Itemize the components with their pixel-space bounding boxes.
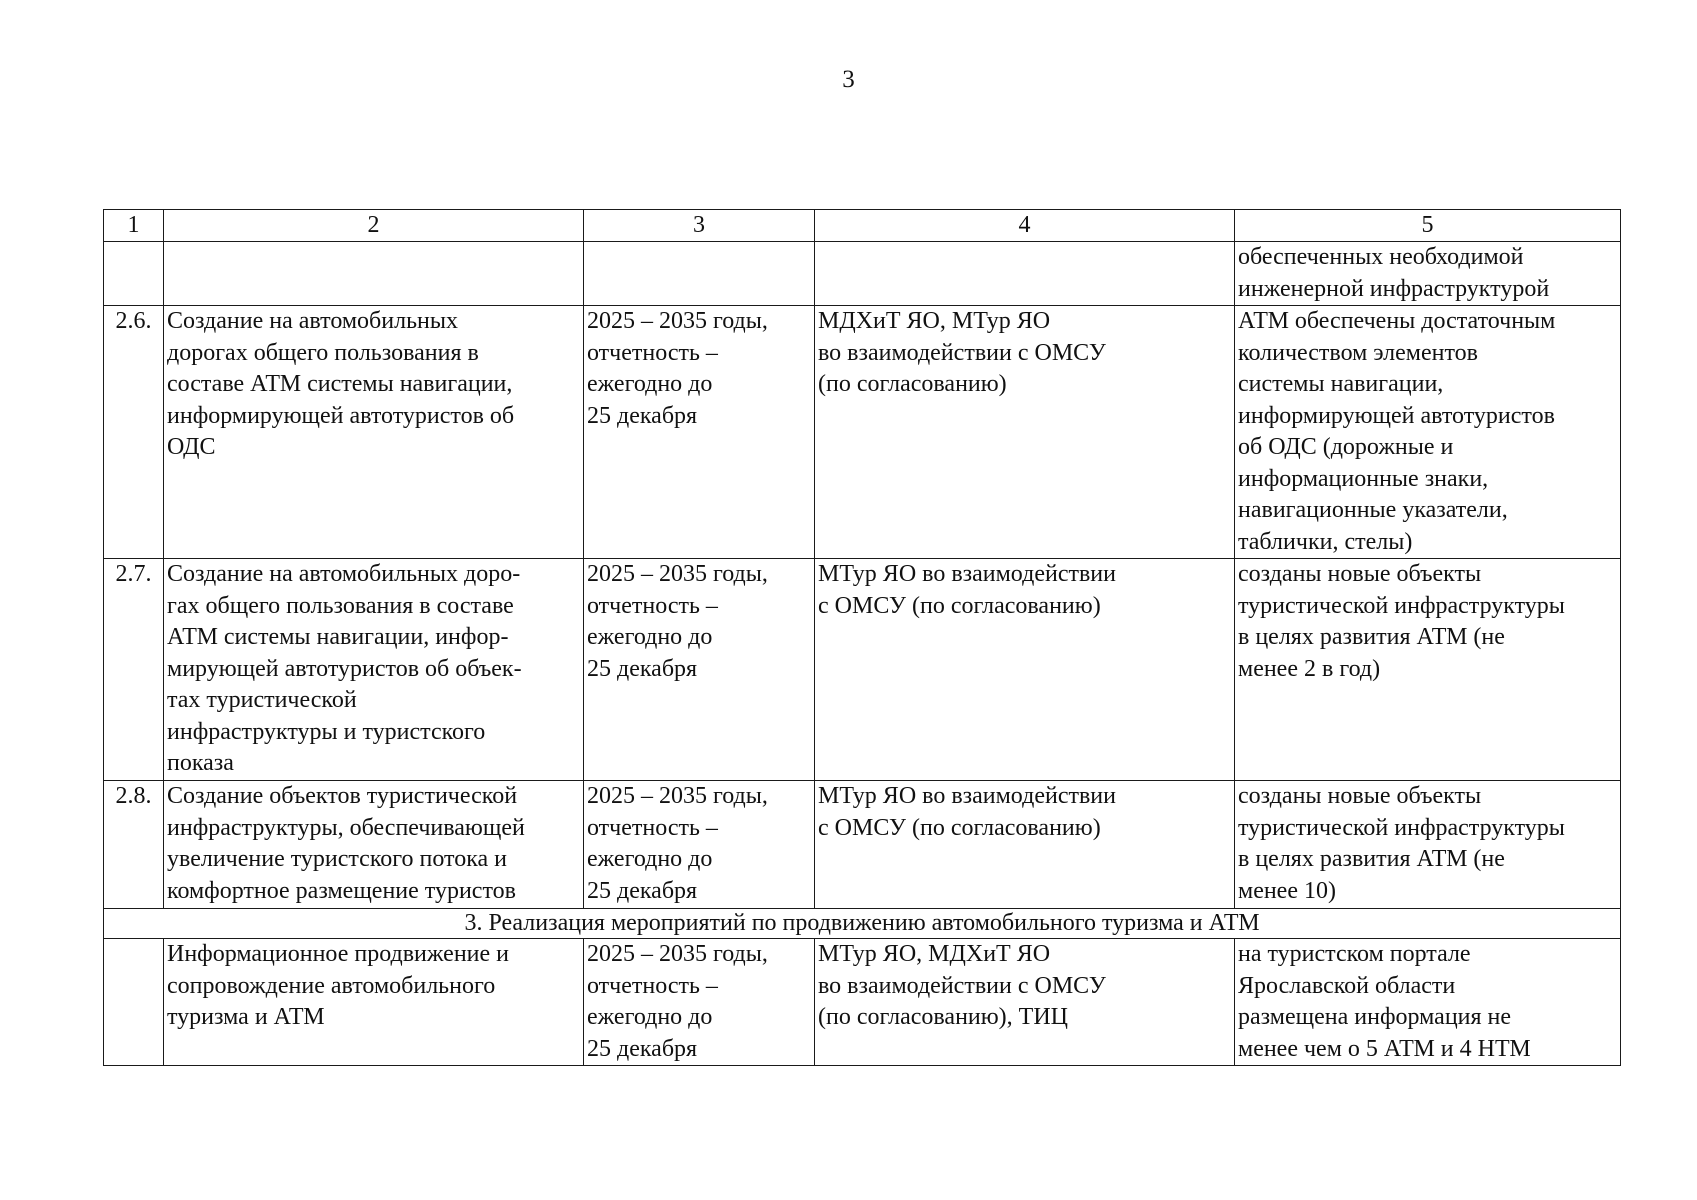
- cell-line: таблички, стелы): [1238, 528, 1413, 555]
- cell-line: АТМ обеспечены достаточным: [1238, 308, 1556, 334]
- cell-line: (по согласованию): [818, 371, 1007, 397]
- cell-line: Информационное продвижение и: [167, 941, 509, 967]
- cell-line: туризма и АТМ: [167, 1004, 325, 1030]
- cell-line: сопровождение автомобильного: [167, 972, 496, 999]
- cell-line: МТур ЯО во взаимодействии: [818, 783, 1116, 809]
- cell-line: 25 декабря: [587, 1035, 698, 1062]
- header-cell-4: 4: [815, 210, 1235, 242]
- deadline-cell: [584, 559, 815, 781]
- cell-line: инфраструктуры, обеспечивающей: [167, 814, 525, 841]
- measure-cell: [164, 939, 584, 1066]
- header-cell-1: 1: [104, 210, 164, 242]
- result-cell: [1235, 306, 1621, 559]
- result-cell: [1235, 939, 1621, 1066]
- cell-line: ежегодно до: [587, 1004, 713, 1030]
- table-body: [104, 242, 1621, 909]
- cell-line: с ОМСУ (по согласованию): [818, 814, 1101, 841]
- cell-line: ежегодно до: [587, 846, 713, 872]
- responsible-cell: [815, 939, 1235, 1066]
- cell-line: менее 2 в год): [1238, 655, 1381, 682]
- measure-cell: [164, 242, 584, 306]
- row-number: [104, 939, 164, 1066]
- cell-line: ежегодно до: [587, 371, 713, 397]
- cell-line: туристической инфраструктуры: [1238, 592, 1565, 619]
- cell-line: МТур ЯО, МДХиТ ЯО: [818, 941, 1051, 967]
- cell-line: отчетность –: [587, 592, 718, 619]
- cell-line: мирующей автотуристов об объек-: [167, 655, 522, 682]
- cell-line: информирующей автотуристов: [1238, 402, 1555, 429]
- cell-line: 25 декабря: [587, 402, 698, 429]
- cell-line: созданы новые объекты: [1238, 783, 1482, 809]
- row-number: 2.7.: [104, 559, 164, 781]
- cell-line: показа: [167, 750, 234, 776]
- responsible-cell: [815, 781, 1235, 909]
- cell-line: менее чем о 5 АТМ и 4 НТМ: [1238, 1035, 1531, 1062]
- cell-line: навигационные указатели,: [1238, 497, 1508, 523]
- page-number: 3: [842, 66, 855, 93]
- cell-line: 25 декабря: [587, 877, 698, 904]
- row-number: 2.6.: [104, 306, 164, 559]
- cell-line: ОДС: [167, 434, 216, 460]
- cell-line: 25 декабря: [587, 655, 698, 682]
- deadline-cell: [584, 781, 815, 909]
- cell-line: МДХиТ ЯО, МТур ЯО: [818, 308, 1051, 334]
- table-row: [104, 939, 1621, 1066]
- table-header-row: [104, 210, 1621, 242]
- cell-line: созданы новые объекты: [1238, 561, 1482, 587]
- section-3-body: [104, 939, 1621, 1066]
- cell-line: дорогах общего пользования в: [167, 339, 479, 366]
- row-number: [104, 242, 164, 306]
- cell-line: гах общего пользования в составе: [167, 592, 514, 619]
- table-row: [104, 781, 1621, 909]
- cell-line: увеличение туристского потока и: [167, 846, 508, 872]
- cell-line: 2025 – 2035 годы,: [587, 941, 768, 967]
- cell-line: количеством элементов: [1238, 339, 1478, 366]
- cell-line: во взаимодействии с ОМСУ: [818, 339, 1106, 366]
- cell-line: инженерной инфраструктурой: [1238, 275, 1550, 302]
- header-cell-2: 2: [164, 210, 584, 242]
- measure-cell: [164, 306, 584, 559]
- measure-cell: [164, 781, 584, 909]
- responsible-cell: [815, 559, 1235, 781]
- cell-line: (по согласованию), ТИЦ: [818, 1004, 1068, 1030]
- header-cell-3: 3: [584, 210, 815, 242]
- cell-line: на туристском портале: [1238, 941, 1471, 967]
- cell-line: 2025 – 2035 годы,: [587, 561, 768, 587]
- cell-line: во взаимодействии с ОМСУ: [818, 972, 1106, 999]
- section-title: 3. Реализация мероприятий по продвижению автомобильного туризма и АТМ: [104, 909, 1621, 939]
- cell-line: отчетность –: [587, 972, 718, 999]
- cell-line: обеспеченных необходимой: [1238, 244, 1524, 270]
- cell-line: размещена информация не: [1238, 1004, 1512, 1030]
- cell-line: в целях развития АТМ (не: [1238, 846, 1505, 872]
- cell-line: туристической инфраструктуры: [1238, 814, 1565, 841]
- section-title-row: [104, 909, 1621, 939]
- cell-line: Создание на автомобильных доро-: [167, 561, 521, 587]
- deadline-cell: [584, 306, 815, 559]
- responsible-cell: [815, 306, 1235, 559]
- result-cell: [1235, 781, 1621, 909]
- cell-line: Ярославской области: [1238, 972, 1456, 999]
- cell-line: с ОМСУ (по согласованию): [818, 592, 1101, 619]
- row-number: 2.8.: [104, 781, 164, 909]
- cell-line: информационные знаки,: [1238, 465, 1489, 492]
- cell-line: Создание объектов туристической: [167, 783, 518, 809]
- measure-cell: [164, 559, 584, 781]
- cell-line: 2025 – 2035 годы,: [587, 308, 768, 334]
- cell-line: Создание на автомобильных: [167, 308, 458, 334]
- table-row: [104, 559, 1621, 781]
- cell-line: тах туристической: [167, 687, 357, 713]
- cell-line: составе АТМ системы навигации,: [167, 371, 513, 397]
- cell-line: отчетность –: [587, 339, 718, 366]
- cell-line: в целях развития АТМ (не: [1238, 624, 1505, 650]
- table-row: [104, 242, 1621, 306]
- result-cell: [1235, 242, 1621, 306]
- cell-line: МТур ЯО во взаимодействии: [818, 561, 1116, 587]
- responsible-cell: [815, 242, 1235, 306]
- deadline-cell: [584, 242, 815, 306]
- cell-line: системы навигации,: [1238, 371, 1444, 397]
- result-cell: [1235, 559, 1621, 781]
- measures-table: [103, 209, 1621, 1066]
- deadline-cell: [584, 939, 815, 1066]
- cell-line: 2025 – 2035 годы,: [587, 783, 768, 809]
- cell-line: информирующей автотуристов об: [167, 402, 515, 429]
- cell-line: инфраструктуры и туристского: [167, 718, 486, 745]
- cell-line: АТМ системы навигации, инфор-: [167, 624, 509, 650]
- header-cell-5: 5: [1235, 210, 1621, 242]
- cell-line: ежегодно до: [587, 624, 713, 650]
- cell-line: об ОДС (дорожные и: [1238, 434, 1454, 460]
- cell-line: отчетность –: [587, 814, 718, 841]
- table-row: [104, 306, 1621, 559]
- cell-line: комфортное размещение туристов: [167, 877, 516, 904]
- cell-line: менее 10): [1238, 877, 1336, 904]
